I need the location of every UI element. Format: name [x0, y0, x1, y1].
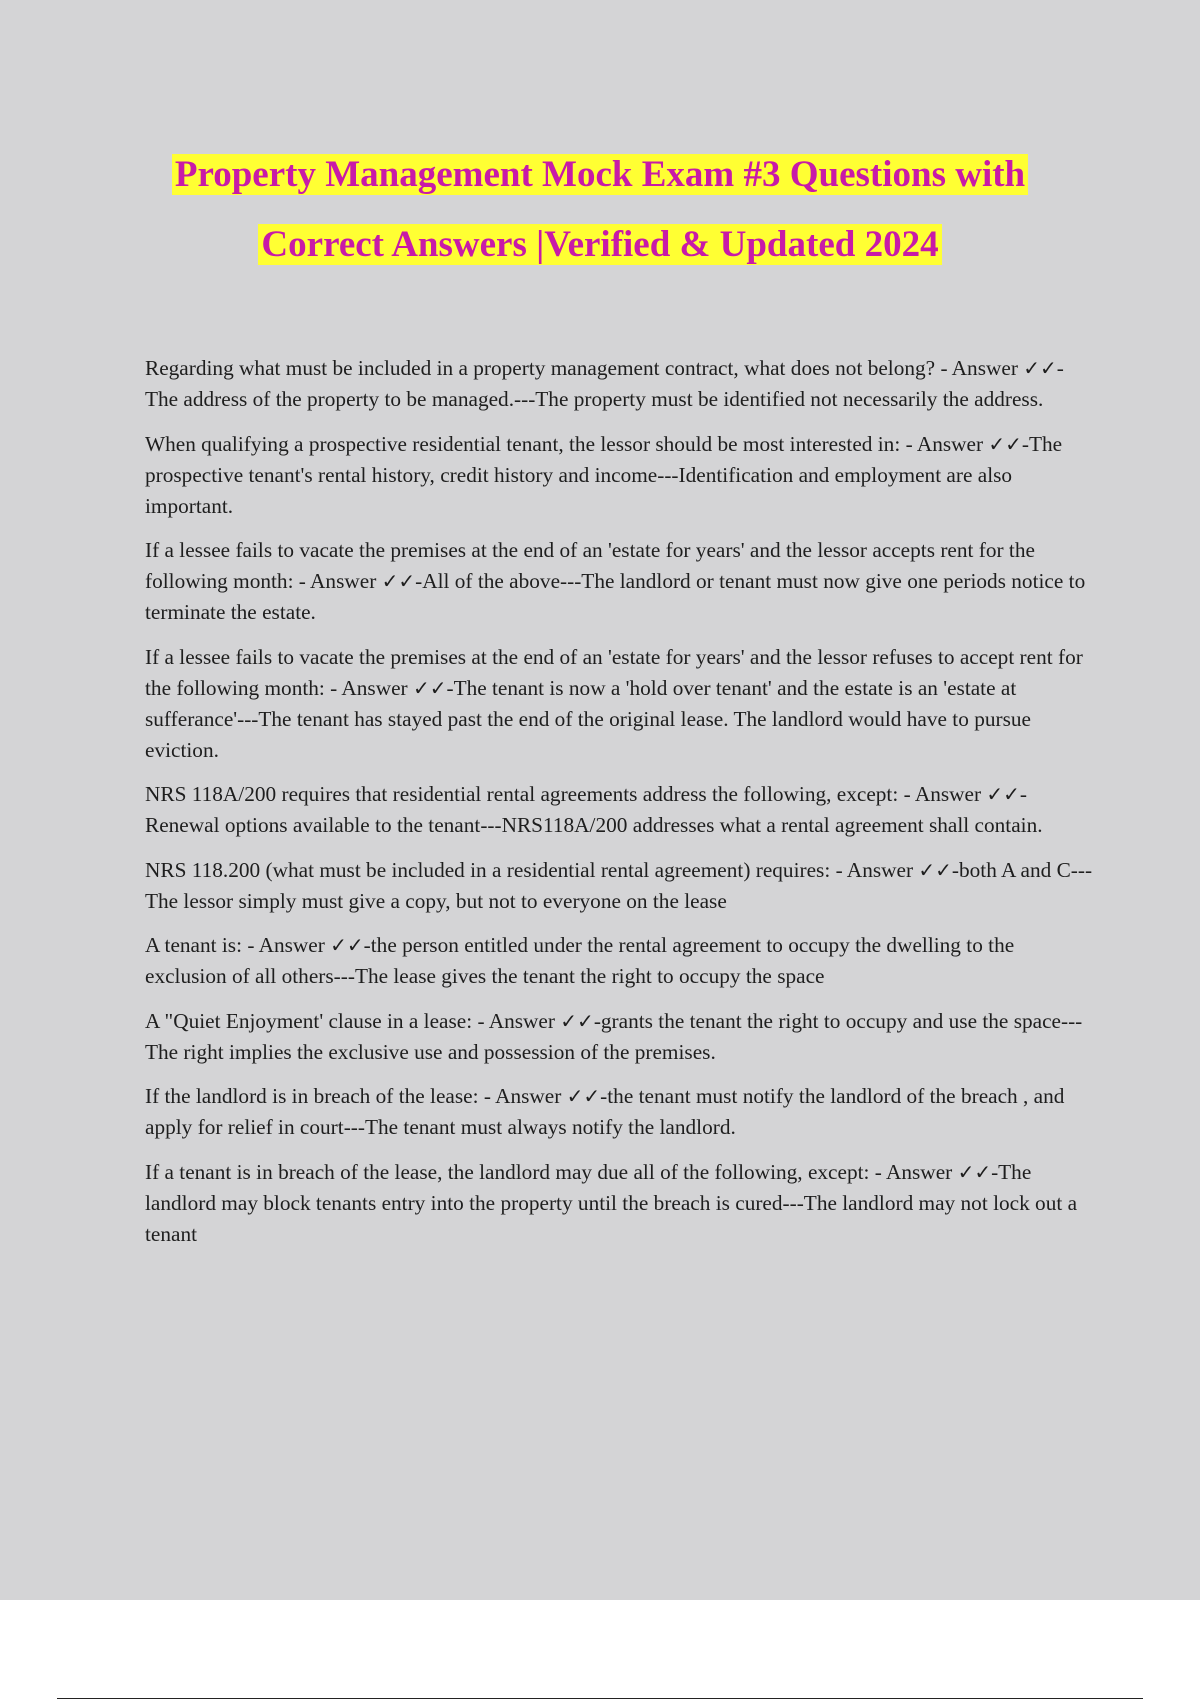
- footer-divider: [57, 1698, 1143, 1699]
- qa-item-8: [145, 1006, 1095, 1068]
- question-text: When qualifying a prospective residential tenant, the lessor should be most interested in: - Answer: [145, 431, 989, 456]
- double-check-icon: ✓✓: [986, 782, 1020, 806]
- title-line-1: Property Management Mock Exam #3 Questions with: [0, 140, 1200, 210]
- answer-text: -grants the tenant the right to occupy and use the space---The right implies the exclusive use and possession of the premises.: [145, 1008, 1083, 1064]
- qa-item-4: [145, 642, 1095, 766]
- question-text: Regarding what must be included in a property management contract, what does not belong? - Answer: [145, 356, 1024, 380]
- question-text: NRS 118A/200 requires that residential rental agreements address the following, except: - Answer: [145, 782, 987, 806]
- qa-item-7: [145, 930, 1095, 992]
- question-text: If a tenant is in breach of the lease, the landlord may due all of the following, except: - Answer: [145, 1159, 958, 1184]
- answer-text: -Renewal options available to the tenant---NRS118A/200 addresses what a rental agreement shall contain.: [145, 782, 1043, 837]
- question-text: A "Quiet Enjoyment' clause in a lease: - Answer: [145, 1008, 561, 1033]
- question-text: NRS 118.200 (what must be included in a residential rental agreement) requires: - Answer: [145, 857, 919, 882]
- double-check-icon: ✓✓: [330, 933, 364, 957]
- title-line-2: Correct Answers |Verified & Updated 2024: [0, 210, 1200, 280]
- qa-list: [145, 353, 1095, 1263]
- qa-item-2: [145, 429, 1095, 522]
- double-check-icon: ✓✓: [957, 1159, 992, 1184]
- answer-text: -the tenant must notify the landlord of the breach , and apply for relief in court---The tenant must always notify the landlord.: [145, 1084, 1065, 1139]
- double-check-icon: ✓✓: [560, 1008, 594, 1033]
- question-text: If a lessee fails to vacate the premises at the end of an 'estate for years' and the lessor refuses to accept rent for the following month: - Answer: [145, 644, 1083, 700]
- double-check-icon: ✓✓: [918, 857, 952, 882]
- question-text: If a lessee fails to vacate the premises at the end of an 'estate for years' and the lessor accepts rent for the following month: - Answer: [145, 538, 1035, 593]
- answer-text: -The landlord may block tenants entry into the property until the breach is cured---The landlord may not lock out a tenant: [145, 1159, 1078, 1246]
- qa-item-3: [145, 535, 1095, 628]
- answer-text: -the person entitled under the rental agreement to occupy the dwelling to the exclusion of all others---The lease gives the tenant the right to occupy the space: [145, 933, 1015, 988]
- double-check-icon: ✓✓: [566, 1084, 601, 1108]
- question-text: If the landlord is in breach of the lease: - Answer: [145, 1084, 567, 1108]
- double-check-icon: ✓✓: [381, 569, 416, 593]
- qa-item-10: [145, 1157, 1095, 1250]
- double-check-icon: ✓✓: [412, 675, 447, 700]
- question-text: A tenant is: - Answer: [145, 933, 331, 957]
- qa-item-9: [145, 1081, 1095, 1143]
- answer-text: -both A and C---The lessor simply must give a copy, but not to everyone on the lease: [145, 857, 1093, 913]
- document-title: [0, 140, 1200, 280]
- qa-item-6: [145, 855, 1095, 917]
- qa-item-5: [145, 779, 1095, 841]
- answer-text: -The tenant is now a 'hold over tenant' and the estate is an 'estate at sufferance'---The tenant has stayed past the end of the original lease. The landlord would have to pursue eviction.: [145, 675, 1031, 762]
- double-check-icon: ✓✓: [1023, 356, 1057, 380]
- double-check-icon: ✓✓: [988, 431, 1022, 456]
- answer-text: -The address of the property to be managed.---The property must be identified not necessarily the address.: [145, 356, 1064, 411]
- answer-text: -The prospective tenant's rental history, credit history and income---Identification and employment are also important.: [145, 431, 1063, 518]
- answer-text: -All of the above---The landlord or tenant must now give one periods notice to terminate the estate.: [145, 569, 1086, 624]
- qa-item-1: [145, 353, 1095, 415]
